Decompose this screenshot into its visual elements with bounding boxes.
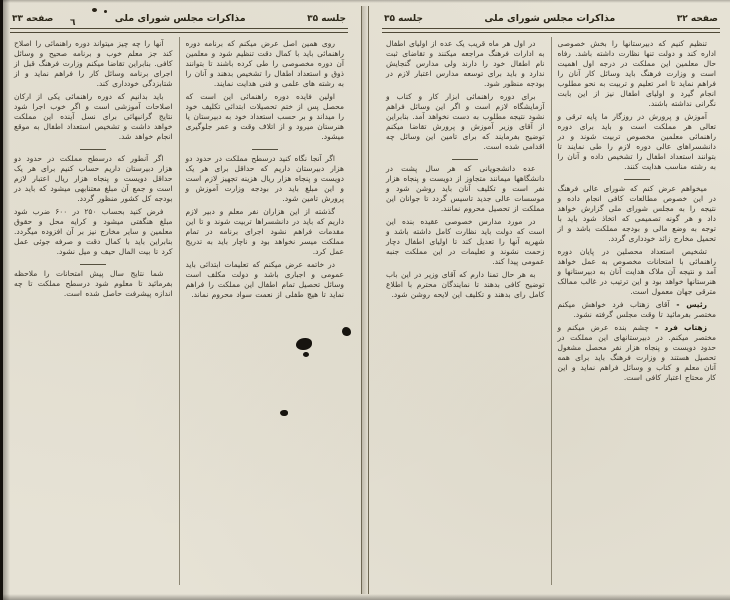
paragraph: آموزش و پرورش در روزگار ما پایه ترقی و تعالی هر مملکت است و باید برای دوره راهنمائی معلمین مخصوص تربیت شوند و در دانشسراهای عالی دوره لازم را طی نمایند تا بتوانند استعداد اطفال را تشخیص داده و آنان را به رشته مناسب هدایت کنند. [557,112,716,171]
text-column [179,37,351,585]
paragraph: اگر آنجا نگاه کنید درسطح مملکت در حدود دو هزار دبیرستان داریم که حداقل برای هر یک دویست و پنجاه هزار ریال هزینه تجهیز لازم است و این مبلغ باید در بودجه وزارت آموزش و پرورش تامین شود. [185,154,344,203]
page-header [0,0,358,26]
paragraph: رئیس - آقای زهتاب فرد خواهش میکنم مختصر بفرمائید تا وقت مجلس گرفته نشود. [557,300,716,319]
paragraph-separator [14,145,173,154]
paragraph-separator [386,155,545,164]
paragraph: روی همین اصل عرض میکنم که برنامه دوره راهنمائی باید با کمال دقت تنظیم شود و معلمین آن دوره مخصوصی را طی کرده باشند تا بتوانند ذوق و استعداد اطفال را تشخیص بدهند و آنان را به رشته های علمی و فنی هدایت نمایند. [185,39,344,88]
speaker-name: رئیس - [669,300,707,309]
paragraph: زهتاب فرد - چشم بنده عرض میکنم و مختصر میکنم. در دبیرستانهای این مملکت در حدود دویست و پنجاه هزار نفر محصل مشغول تحصیل هستند و وزارت فرهنگ باید برای همه آنان معلم و کتاب و وسائل فراهم نماید و این کار محتاج اعتبار کافی است. [557,323,716,382]
ink-blot [303,352,309,357]
paper-title: مذاکرات مجلس شورای ملی [114,13,246,24]
paper-title: مذاکرات مجلس شورای ملی [484,13,616,24]
paragraph: آنها را چه چیز میتواند دوره راهنمائی را اصلاح کند جز معلم خوب و برنامه صحیح و وسائل کافی. بنابراین تقاضا میکنم وزارت فرهنگ قبل از اجرای برنامه وسائل کار را فراهم نماید و از شتابزدگی خودداری کند. [14,39,173,88]
paragraph: فرض کنید بحساب ۲۵۰ در ۶۰۰ ضرب شود مبلغ هنگفتی میشود و کرایه محل و حقوق معلمین و سایر مخارج نیز بر آن افزوده میگردد. بنابراین باید با کمال دقت و صرفه جوئی عمل کرد تا بیت المال حیف و میل نشود. [14,207,173,256]
paragraph: در اول هر ماه قریب یک عده از اولیای اطفال به ادارات فرهنگ مراجعه میکنند و تقاضای ثبت نام اطفال خود را دارند ولی مدارس گنجایش ندارد و باید برای توسعه مدارس اعتبار لازم در بودجه منظور شود. [386,39,545,88]
scan-edge-left [0,0,10,600]
text-columns [0,33,358,585]
paragraph: میخواهم عرض کنم که شورای عالی فرهنگ در این خصوص مطالعات کافی انجام داده و نتیجه را به مجلس شورای ملی گزارش خواهد داد و هر گونه تصمیمی که اتخاذ شود باید با توجه به وضع مالی و بودجه مملکت باشد و از تحمیل مخارج زائد خودداری گردد. [557,184,716,243]
scan-edge-bottom [0,594,730,600]
paragraph: عده دانشجویانی که هر سال پشت در دانشگاهها میمانند متجاوز از دویست و پنجاه هزار نفر است و تکلیف آنان باید روشن شود و موسسات عالی جدید تاسیس گردد تا جوانان این مملکت از تحصیل محروم نمانند. [386,164,545,213]
text-column [551,37,723,585]
page-gutter [361,6,369,594]
paragraph: گذشته از این هزاران نفر معلم و دبیر لازم داریم که باید در دانشسراها تربیت شوند و تا این مقدمات فراهم نشود اجرای برنامه در تمام مملکت میسر نخواهد بود و ناچار باید به تدریج عمل کرد. [185,207,344,256]
page-32 [372,0,730,600]
ink-speck [92,8,97,12]
text-columns [372,33,730,585]
paragraph: در خاتمه عرض میکنم که تعلیمات ابتدائی باید عمومی و اجباری باشد و دولت مکلف است وسائل تحصیل تمام اطفال این مملکت را فراهم نماید تا هیچ طفلی از نعمت سواد محروم نماند. [185,260,344,299]
paragraph: اگر آنطور که درسطح مملکت در حدود دو هزار دبیرستان داریم حساب کنیم برای هر یک حداقل دویست و پنجاه هزار ریال اعتبار لازم است و جمع آن مبلغ معتنابهی میشود که باید در بودجه کل کشور منظور گردد. [14,154,173,203]
paragraph: تشخیص استعداد محصلین در پایان دوره راهنمائی با امتحانات مخصوص به عمل خواهد آمد و نتیجه آن ملاک هدایت آنان به دبیرستانها و هنرستانها خواهد بود و این ترتیب در غالب ممالک مترقی جهان معمول است. [557,247,716,296]
session-number: جلسه ۳۵ [307,14,346,24]
paragraph-separator [186,145,345,154]
paragraph: به هر حال تمنا دارم که آقای وزیر در این باب توضیح کافی بدهند تا نمایندگان محترم با اطلاع کامل رای بدهند و تکلیف این لایحه روشن شود. [386,270,545,299]
paragraph: برای دوره راهنمائی ابزار کار و کتاب و آزمایشگاه لازم است و اگر این وسائل فراهم نشود نتیجه مطلوب به دست نخواهد آمد. بنابراین از آقای وزیر آموزش و پرورش تقاضا میکنم توضیح بفرمایند که برای تامین این وسائل چه اقدامی شده است. [386,92,545,151]
ink-speck [104,10,107,13]
speaker-name: زهتاب فرد - [648,323,707,332]
paragraph-separator [558,175,717,184]
ink-blot [342,327,351,336]
page-33 [0,0,358,600]
text-column [8,37,179,585]
margin-numeral: ٦ [70,18,76,28]
ink-blot [280,410,288,416]
paragraph: باید بدانیم که دوره راهنمائی یکی از ارکان اصلاحات آموزشی است و اگر خوب اجرا شود نتایج گرانبهائی برای نسل آینده این مملکت خواهد داشت و تشخیص استعداد اطفال به موقع انجام خواهد شد. [14,92,173,141]
page-header [372,0,730,26]
paragraph-separator [14,260,173,269]
text-column [380,37,551,585]
paragraph: تنظیم کنیم که دبیرستانها را بخش خصوصی اداره کند و دولت تنها نظارت داشته باشد. رفاه حال معلمین این مملکت در درجه اول اهمیت است و وزارت فرهنگ باید وسائل کار آنان را فراهم نماید تا امر تعلیم و تربیت به نحو مطلوب انجام گیرد و اولیای اطفال نیز از این بابت نگرانی نداشته باشند. [557,39,716,108]
paragraph: در مورد مدارس خصوصی عقیده بنده این است که دولت باید نظارت کامل داشته باشد و شهریه آنها را تعدیل کند تا اولیای اطفال دچار زحمت نشوند و تعلیمات در این مملکت جنبه عمومی پیدا کند. [386,217,545,266]
page-number: صفحه ۳۳ [12,14,54,24]
page-number: صفحه ۳۲ [676,14,718,24]
session-number: جلسه ۳۵ [384,14,423,24]
scan-edge-top [0,0,730,3]
paragraph: شما نتایج سال پیش امتحانات را ملاحظه بفرمائید تا معلوم شود درسطح مملکت تا چه اندازه پیشرفت حاصل شده است. [14,269,173,298]
paragraph: اولین فایده دوره راهنمائی این است که محصل پس از ختم تحصیلات ابتدائی تکلیف خود را میداند و بر حسب استعداد خود به دبیرستان یا هنرستان میرود و از اتلاف وقت و عمر جلوگیری میشود. [185,92,344,141]
